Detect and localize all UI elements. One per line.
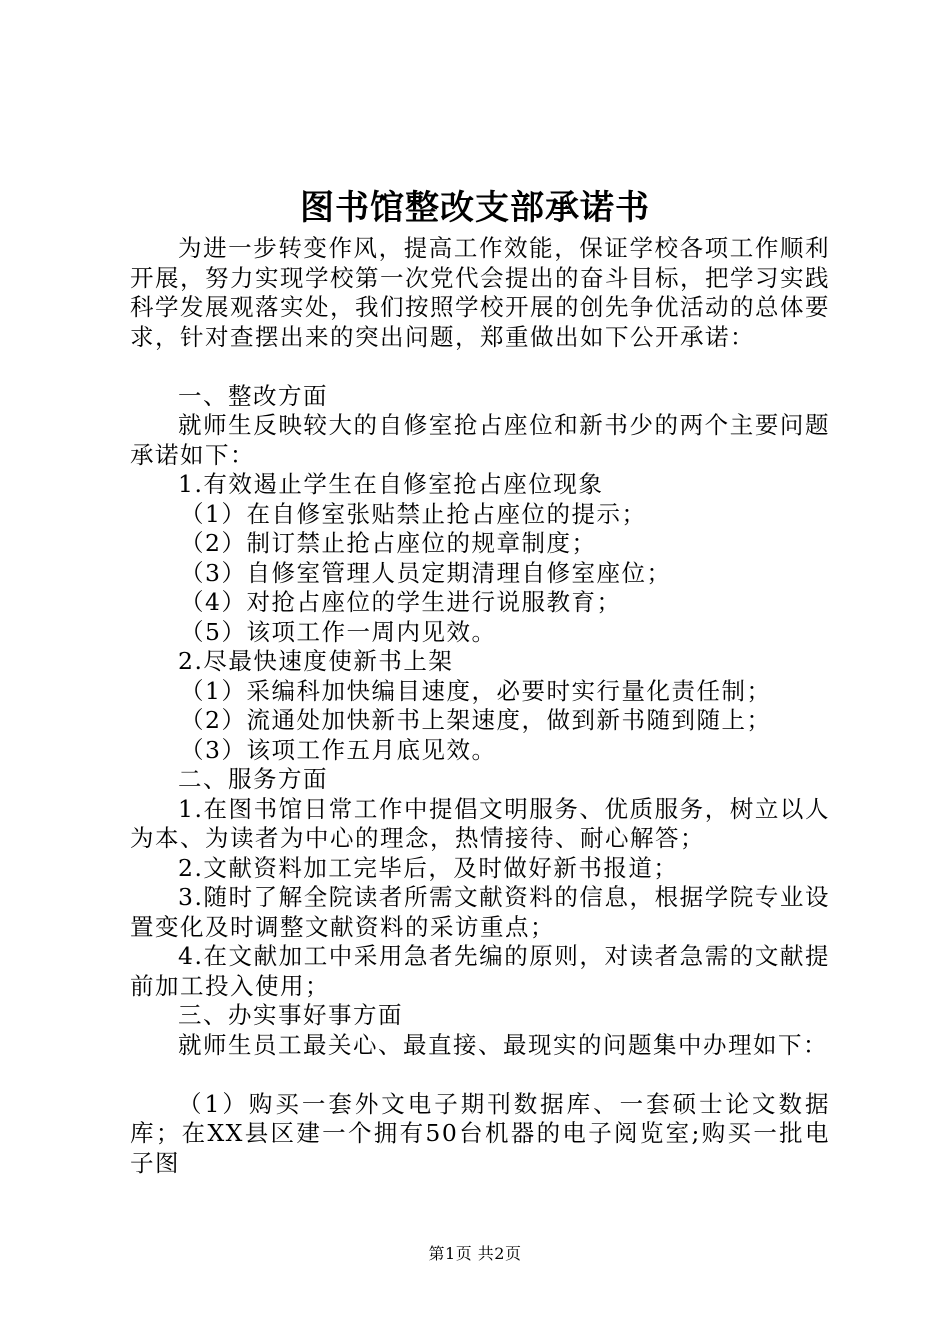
section1-item2-subitem: （3）该项工作五月底见效。 bbox=[180, 735, 497, 764]
section1-item1-subitem: （1）在自修室张贴禁止抢占座位的提示； bbox=[180, 499, 647, 528]
section1-item2-subitem: （2）流通处加快新书上架速度，做到新书随到随上； bbox=[180, 706, 772, 734]
section3-heading: 三、办实事好事方面 bbox=[178, 1001, 403, 1029]
section1-heading: 一、整改方面 bbox=[178, 381, 328, 410]
section1-lead: 就师生反映较大的自修室抢占座位和新书少的两个主要问题承诺如下： bbox=[130, 411, 830, 469]
section2-item: 3.随时了解全院读者所需文献资料的信息，根据学院专业设置变化及时调整文献资料的采访重点； bbox=[130, 883, 830, 941]
section2-heading: 二、服务方面 bbox=[178, 765, 328, 793]
section1-item2-heading: 2.尽最快速度使新书上架 bbox=[178, 647, 454, 675]
section1-item1-subitem: （3）自修室管理人员定期清理自修室座位； bbox=[180, 558, 672, 587]
section1-item2-subitem: （1）采编科加快编目速度，必要时实行量化责任制； bbox=[180, 676, 772, 705]
section3-lead: 就师生员工最关心、最直接、最现实的问题集中办理如下： bbox=[178, 1030, 828, 1059]
section1-item1-subitem: （2）制订禁止抢占座位的规章制度； bbox=[180, 529, 597, 557]
section1-item1-subitem: （5）该项工作一周内见效。 bbox=[180, 617, 497, 646]
section2-item: 4.在文献加工中采用急者先编的原则，对读者急需的文献提前加工投入使用； bbox=[130, 942, 830, 1000]
document-title: 图书馆整改支部承诺书 bbox=[300, 188, 650, 228]
section1-item1-heading: 1.有效遏止学生在自修室抢占座位现象 bbox=[178, 470, 604, 498]
section1-item1-subitem: （4）对抢占座位的学生进行说服教育； bbox=[180, 588, 622, 616]
page-number-footer: 第1页 共2页 bbox=[428, 1244, 522, 1263]
document-body bbox=[130, 234, 830, 1178]
section2-item: 2.文献资料加工完毕后，及时做好新书报道； bbox=[178, 853, 679, 882]
intro-paragraph: 为进一步转变作风，提高工作效能，保证学校各项工作顺利开展，努力实现学校第一次党代会提出的奋斗目标，把学习实践科学发展观落实处，我们按照学校开展的创先争优活动的总体要求，针对查摆出来的突出问题，郑重做出如下公开承诺： bbox=[130, 234, 830, 351]
section3-item: （1）购买一套外文电子期刊数据库、一套硕士论文数据库；在XX县区建一个拥有50台机器的电子阅览室;购买一批电子图 bbox=[130, 1089, 830, 1177]
section2-item: 1.在图书馆日常工作中提倡文明服务、优质服务，树立以人为本、为读者为中心的理念，热情接待、耐心解答； bbox=[130, 794, 830, 852]
